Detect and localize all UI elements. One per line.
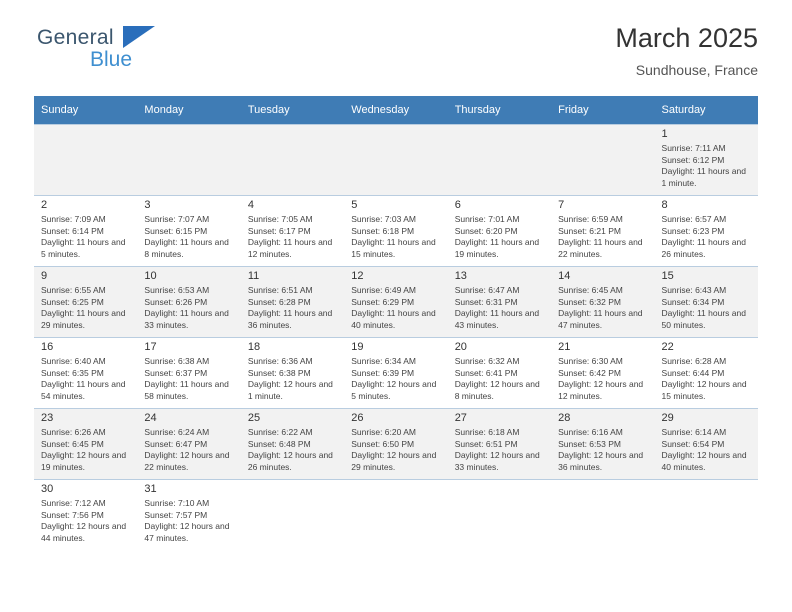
- calendar-day-cell[interactable]: [137, 480, 240, 551]
- daylight-text: Daylight: 12 hours and 33 minutes.: [454, 450, 540, 472]
- day-number: 7: [558, 199, 565, 211]
- sunrise-text: Sunrise: 6:28 AM: [661, 356, 727, 366]
- calendar-day-cell[interactable]: [34, 409, 137, 480]
- calendar-day-cell[interactable]: [551, 409, 654, 480]
- daylight-text: Daylight: 11 hours and 47 minutes.: [558, 308, 643, 330]
- sunset-text: Sunset: 6:23 PM: [661, 225, 725, 236]
- calendar-table: [34, 96, 758, 550]
- sunrise-text: Sunrise: 7:07 AM: [144, 214, 210, 224]
- sunrise-text: Sunrise: 6:26 AM: [41, 427, 106, 437]
- day-number: 31: [144, 483, 157, 495]
- sunrise-text: Sunrise: 6:30 AM: [558, 356, 623, 366]
- sunset-text: Sunset: 6:29 PM: [351, 296, 415, 307]
- daylight-text: Daylight: 11 hours and 19 minutes.: [454, 237, 540, 259]
- weekday-header-thursday: Thursday: [448, 96, 551, 125]
- calendar-cell-empty: [655, 480, 758, 551]
- sunrise-text: Sunrise: 7:01 AM: [454, 214, 520, 224]
- sunrise-text: Sunrise: 6:47 AM: [454, 285, 520, 295]
- calendar-cell-empty: [34, 125, 137, 196]
- sunrise-text: Sunrise: 6:38 AM: [144, 356, 210, 366]
- day-number: 9: [41, 270, 48, 282]
- sunset-text: Sunset: 6:34 PM: [661, 296, 725, 307]
- daylight-text: Daylight: 11 hours and 15 minutes.: [351, 237, 436, 259]
- sunrise-text: Sunrise: 6:14 AM: [661, 427, 727, 437]
- day-number: 28: [558, 412, 571, 424]
- sunset-text: Sunset: 6:50 PM: [351, 438, 415, 449]
- calendar-body: [34, 125, 758, 551]
- sunrise-text: Sunrise: 6:59 AM: [558, 214, 623, 224]
- calendar-day-cell[interactable]: [34, 267, 137, 338]
- calendar-day-cell[interactable]: [655, 125, 758, 196]
- sunrise-text: Sunrise: 6:36 AM: [247, 356, 313, 366]
- sunset-text: Sunset: 6:17 PM: [247, 225, 311, 236]
- calendar-day-cell[interactable]: [344, 338, 447, 409]
- day-number: 20: [454, 341, 467, 353]
- daylight-text: Daylight: 11 hours and 50 minutes.: [661, 308, 746, 330]
- sunrise-text: Sunrise: 6:24 AM: [144, 427, 210, 437]
- logo-text-blue: Blue: [90, 48, 133, 71]
- weekday-header-sunday: Sunday: [34, 96, 137, 125]
- calendar-cell-empty: [551, 125, 654, 196]
- page-title: March 2025: [615, 23, 758, 53]
- day-number: 26: [351, 412, 364, 424]
- sunrise-text: Sunrise: 6:49 AM: [351, 285, 416, 295]
- calendar-day-cell[interactable]: [34, 480, 137, 551]
- calendar-week-row: [34, 196, 758, 267]
- sunrise-text: Sunrise: 7:10 AM: [144, 498, 210, 508]
- daylight-text: Daylight: 11 hours and 26 minutes.: [661, 237, 746, 259]
- sunset-text: Sunset: 6:15 PM: [144, 225, 208, 236]
- sunset-text: Sunset: 6:53 PM: [558, 438, 621, 449]
- daylight-text: Daylight: 12 hours and 22 minutes.: [144, 450, 230, 472]
- sunset-text: Sunset: 6:26 PM: [144, 296, 208, 307]
- weekday-header-wednesday: Wednesday: [344, 96, 447, 125]
- weekday-header-row: [34, 96, 758, 125]
- daylight-text: Daylight: 12 hours and 36 minutes.: [558, 450, 644, 472]
- calendar-day-cell[interactable]: [241, 196, 344, 267]
- day-number: 24: [144, 412, 157, 424]
- page-subtitle: Sundhouse, France: [635, 62, 758, 78]
- sunset-text: Sunset: 6:42 PM: [558, 367, 621, 378]
- sunrise-text: Sunrise: 6:34 AM: [351, 356, 416, 366]
- calendar-cell-empty: [241, 480, 344, 551]
- calendar-day-cell[interactable]: [551, 196, 654, 267]
- day-number: 23: [41, 412, 54, 424]
- day-number: 25: [247, 412, 261, 424]
- flag-icon: [123, 26, 155, 48]
- sunset-text: Sunset: 6:28 PM: [247, 296, 311, 307]
- day-number: 15: [661, 270, 674, 282]
- calendar-day-cell[interactable]: [551, 267, 654, 338]
- calendar-day-cell[interactable]: [137, 267, 240, 338]
- sunrise-text: Sunrise: 7:09 AM: [41, 214, 106, 224]
- calendar-cell-empty: [344, 125, 447, 196]
- sunset-text: Sunset: 6:21 PM: [558, 225, 621, 236]
- day-number: 19: [351, 341, 364, 353]
- calendar-week-row: [34, 338, 758, 409]
- day-number: 18: [247, 341, 261, 353]
- title-block: [615, 22, 758, 78]
- daylight-text: Daylight: 12 hours and 8 minutes.: [454, 379, 540, 401]
- calendar-cell-empty: [241, 125, 344, 196]
- daylight-text: Daylight: 11 hours and 58 minutes.: [144, 379, 229, 401]
- sunset-text: Sunset: 6:41 PM: [454, 367, 518, 378]
- daylight-text: Daylight: 12 hours and 12 minutes.: [558, 379, 644, 401]
- sunrise-text: Sunrise: 6:53 AM: [144, 285, 210, 295]
- sunrise-text: Sunrise: 6:55 AM: [41, 285, 106, 295]
- day-number: 5: [351, 199, 358, 211]
- sunset-text: Sunset: 6:54 PM: [661, 438, 725, 449]
- daylight-text: Daylight: 12 hours and 5 minutes.: [351, 379, 437, 401]
- sunset-text: Sunset: 6:20 PM: [454, 225, 518, 236]
- sunrise-text: Sunrise: 7:05 AM: [247, 214, 313, 224]
- day-number: 21: [558, 341, 571, 353]
- day-number: 1: [661, 128, 668, 140]
- calendar-cell-empty: [551, 480, 654, 551]
- sunrise-text: Sunrise: 7:03 AM: [351, 214, 416, 224]
- weekday-header-monday: Monday: [137, 96, 240, 125]
- calendar-day-cell[interactable]: [551, 338, 654, 409]
- calendar-day-cell[interactable]: [137, 196, 240, 267]
- sunrise-text: Sunrise: 6:18 AM: [454, 427, 520, 437]
- daylight-text: Daylight: 11 hours and 12 minutes.: [247, 237, 333, 259]
- daylight-text: Daylight: 11 hours and 29 minutes.: [41, 308, 126, 330]
- sunrise-text: Sunrise: 7:12 AM: [41, 498, 106, 508]
- daylight-text: Daylight: 11 hours and 43 minutes.: [454, 308, 540, 330]
- sunset-text: Sunset: 6:47 PM: [144, 438, 208, 449]
- daylight-text: Daylight: 11 hours and 33 minutes.: [144, 308, 229, 330]
- sunrise-text: Sunrise: 6:40 AM: [41, 356, 106, 366]
- calendar-week-row: [34, 267, 758, 338]
- calendar-week-row: [34, 125, 758, 196]
- calendar-day-cell[interactable]: [241, 409, 344, 480]
- day-number: 6: [454, 199, 461, 211]
- sunrise-text: Sunrise: 6:22 AM: [247, 427, 313, 437]
- sunrise-text: Sunrise: 7:11 AM: [661, 143, 726, 153]
- sunset-text: Sunset: 6:45 PM: [41, 438, 104, 449]
- sunset-text: Sunset: 6:25 PM: [41, 296, 104, 307]
- day-number: 2: [41, 199, 48, 211]
- daylight-text: Daylight: 12 hours and 19 minutes.: [41, 450, 127, 472]
- sunset-text: Sunset: 7:56 PM: [41, 509, 104, 520]
- weekday-header-friday: Friday: [551, 96, 654, 125]
- day-number: 3: [144, 199, 151, 211]
- daylight-text: Daylight: 11 hours and 36 minutes.: [247, 308, 333, 330]
- day-number: 8: [661, 199, 668, 211]
- daylight-text: Daylight: 12 hours and 1 minute.: [247, 379, 333, 401]
- calendar-cell-empty: [448, 480, 551, 551]
- daylight-text: Daylight: 11 hours and 40 minutes.: [351, 308, 436, 330]
- calendar-day-cell[interactable]: [137, 338, 240, 409]
- day-number: 17: [144, 341, 157, 353]
- sunrise-text: Sunrise: 6:57 AM: [661, 214, 727, 224]
- calendar-day-cell[interactable]: [448, 267, 551, 338]
- calendar-day-cell[interactable]: [448, 409, 551, 480]
- sunrise-text: Sunrise: 6:16 AM: [558, 427, 623, 437]
- daylight-text: Daylight: 11 hours and 1 minute.: [661, 166, 746, 188]
- sunrise-text: Sunrise: 6:43 AM: [661, 285, 727, 295]
- daylight-text: Daylight: 11 hours and 22 minutes.: [558, 237, 643, 259]
- daylight-text: Daylight: 12 hours and 29 minutes.: [351, 450, 437, 472]
- day-number: 4: [247, 199, 254, 211]
- calendar-day-cell[interactable]: [655, 196, 758, 267]
- calendar-day-cell[interactable]: [344, 409, 447, 480]
- calendar-day-cell[interactable]: [655, 409, 758, 480]
- daylight-text: Daylight: 12 hours and 47 minutes.: [144, 521, 230, 543]
- calendar-day-cell[interactable]: [137, 409, 240, 480]
- weekday-header-saturday: Saturday: [655, 96, 758, 125]
- calendar-day-cell[interactable]: [34, 338, 137, 409]
- logo-text-general: General: [37, 26, 114, 49]
- weekday-header-tuesday: Tuesday: [241, 96, 344, 125]
- sunrise-text: Sunrise: 6:20 AM: [351, 427, 416, 437]
- sunrise-text: Sunrise: 6:51 AM: [247, 285, 313, 295]
- daylight-text: Daylight: 11 hours and 8 minutes.: [144, 237, 229, 259]
- calendar-week-row: [34, 409, 758, 480]
- calendar-cell-empty: [448, 125, 551, 196]
- calendar-day-cell[interactable]: [448, 196, 551, 267]
- day-number: 11: [247, 270, 260, 282]
- sunset-text: Sunset: 6:14 PM: [41, 225, 104, 236]
- sunset-text: Sunset: 6:51 PM: [454, 438, 518, 449]
- calendar-day-cell[interactable]: [344, 196, 447, 267]
- sunset-text: Sunset: 6:44 PM: [661, 367, 725, 378]
- sunrise-text: Sunrise: 6:45 AM: [558, 285, 623, 295]
- calendar-day-cell[interactable]: [241, 267, 344, 338]
- day-number: 30: [41, 483, 54, 495]
- calendar-day-cell[interactable]: [655, 338, 758, 409]
- calendar-day-cell[interactable]: [448, 338, 551, 409]
- calendar-day-cell[interactable]: [34, 196, 137, 267]
- sunset-text: Sunset: 6:12 PM: [661, 154, 725, 165]
- day-number: 13: [454, 270, 467, 282]
- sunset-text: Sunset: 6:48 PM: [247, 438, 311, 449]
- sunset-text: Sunset: 6:37 PM: [144, 367, 208, 378]
- sunset-text: Sunset: 6:35 PM: [41, 367, 104, 378]
- calendar-day-cell[interactable]: [241, 338, 344, 409]
- sunset-text: Sunset: 7:57 PM: [144, 509, 208, 520]
- day-number: 12: [351, 270, 364, 282]
- page-header: [34, 0, 758, 78]
- daylight-text: Daylight: 12 hours and 15 minutes.: [661, 379, 747, 401]
- day-number: 10: [144, 270, 157, 282]
- daylight-text: Daylight: 12 hours and 40 minutes.: [661, 450, 747, 472]
- sunset-text: Sunset: 6:31 PM: [454, 296, 518, 307]
- calendar-cell-empty: [137, 125, 240, 196]
- calendar-day-cell[interactable]: [344, 267, 447, 338]
- sunset-text: Sunset: 6:18 PM: [351, 225, 415, 236]
- calendar-cell-empty: [344, 480, 447, 551]
- calendar-week-row: [34, 480, 758, 551]
- daylight-text: Daylight: 11 hours and 5 minutes.: [41, 237, 126, 259]
- daylight-text: Daylight: 12 hours and 26 minutes.: [247, 450, 333, 472]
- daylight-text: Daylight: 12 hours and 44 minutes.: [41, 521, 127, 543]
- logo[interactable]: [37, 26, 227, 82]
- day-number: 14: [558, 270, 571, 282]
- calendar-day-cell[interactable]: [655, 267, 758, 338]
- day-number: 29: [661, 412, 674, 424]
- sunset-text: Sunset: 6:38 PM: [247, 367, 311, 378]
- day-number: 22: [661, 341, 674, 353]
- day-number: 16: [41, 341, 54, 353]
- sunrise-text: Sunrise: 6:32 AM: [454, 356, 520, 366]
- daylight-text: Daylight: 11 hours and 54 minutes.: [41, 379, 126, 401]
- sunset-text: Sunset: 6:32 PM: [558, 296, 621, 307]
- day-number: 27: [454, 412, 467, 424]
- sunset-text: Sunset: 6:39 PM: [351, 367, 415, 378]
